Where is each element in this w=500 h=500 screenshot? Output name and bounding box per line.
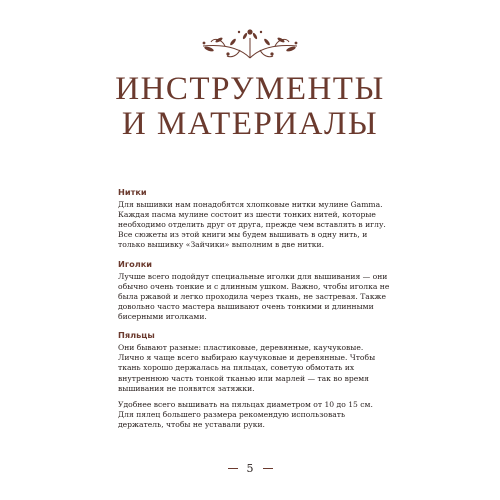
paragraph: Удобнее всего вышивать на пяльцах диаметром от 10 до 15 см. Для пялец большего размера рекомендую использовать держатель, чтобы не уставали руки.	[118, 399, 373, 429]
main-content	[118, 187, 390, 438]
section-title: Иголки	[118, 258, 153, 269]
floral-branch-icon	[195, 18, 305, 66]
page-title	[0, 72, 500, 142]
paragraph: Они бывают разные: пластиковые, деревянные, каучуковые. Лично я чаще всего выбираю каучуковые и деревянные. Чтобы ткань хорошо держалась на пяльцах, советую обмотать их внутреннюю часть тонкой тканью или марлей — так во время вышивания не появятся затяжки.	[118, 343, 376, 393]
footer-dash-left	[228, 468, 238, 469]
section-hoops	[118, 330, 390, 430]
paragraph: Лучше всего подойдут специальные иголки для вышивания — они обычно очень тонкие и с длинным ушком. Важно, чтобы иголка не была ржавой и легко проходила через ткань, не застревая. Также довольно часто мастера вышивают очень тонкими и длинными бисерными иголками.	[118, 271, 390, 322]
title-line-2: И МАТЕРИАЛЫ	[121, 106, 379, 142]
title-line-1: ИНСТРУМЕНТЫ	[115, 71, 385, 107]
page-number: 5	[246, 462, 254, 475]
page-footer	[0, 462, 500, 475]
section-threads	[118, 187, 390, 251]
footer-dash-right	[263, 468, 273, 469]
section-needles	[118, 259, 390, 323]
section-title: Нитки	[118, 187, 147, 197]
section-title: Пяльцы	[118, 330, 155, 341]
paragraph: Для вышивки нам понадобятся хлопковые нитки мулине Gamma. Каждая пасма мулине состоит из шести тонких нитей, которые необходимо отделить друг от друга, прежде чем вставлять в иглу. Все сюжеты из этой книги мы будем вышивать в одну нить, и только вышивку «Зайчики» выполним в две нитки.	[118, 200, 386, 250]
